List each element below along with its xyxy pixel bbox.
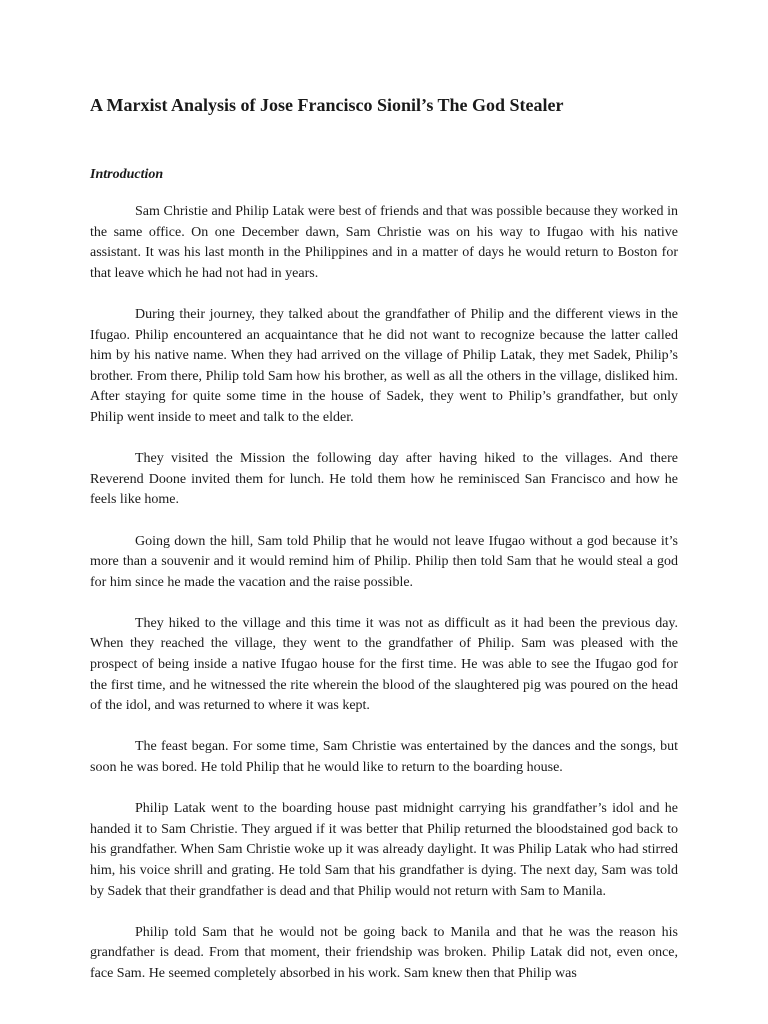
paragraph-2: During their journey, they talked about the grandfather of Philip and the different views in the Ifugao. Philip encountered an acquaintance that he did not want to recognize because the latter called him by his native name. When they had arrived on the village of Philip Latak, they met Sadek, Philip’s brother. From there, Philip told Sam how his brother, as well as all the others in the village, disliked him. After staying for quite some time in the house of Sadek, they went to Philip’s grandfather, but only Philip went inside to meet and talk to the elder.: [90, 306, 678, 425]
paragraph-3: They visited the Mission the following day after having hiked to the villages. And there Reverend Doone invited them for lunch. He told them how he reminisced San Francisco and how he feels like home.: [90, 451, 678, 508]
paragraph-8: Philip told Sam that he would not be going back to Manila and that he was the reason his grandfather is dead. From that moment, their friendship was broken. Philip Latak did not, even once, face Sam. He seemed completely absorbed in his work. Sam knew then that Philip was: [90, 924, 678, 981]
section-heading-introduction: Introduction: [90, 167, 164, 182]
paragraph-1: Sam Christie and Philip Latak were best of friends and that was possible because they worked in the same office. On one December dawn, Sam Christie was on his way to Ifugao with his native assistant. It was his last month in the Philippines and in a matter of days he would return to Boston for that leave which he had not had in years.: [90, 204, 678, 281]
document-title: A Marxist Analysis of Jose Francisco Sionil’s The God Stealer: [90, 95, 564, 115]
paragraph-6: The feast began. For some time, Sam Christie was entertained by the dances and the songs, but soon he was bored. He told Philip that he would like to return to the boarding house.: [90, 739, 678, 776]
paragraph-7: Philip Latak went to the boarding house past midnight carrying his grandfather’s idol and he handed it to Sam Christie. They argued if it was better that Philip returned the bloodstained god back to his grandfather. When Sam Christie woke up it was already daylight. It was Philip Latak who had stirred him, his voice shrill and grating. He told Sam that his grandfather is dying. The next day, Sam was told by Sadek that their grandfather is dead and that Philip would not return with Sam to Manila.: [90, 801, 678, 899]
paragraph-4: Going down the hill, Sam told Philip that he would not leave Ifugao without a god because it’s more than a souvenir and it would remind him of Philip. Philip then told Sam that he would steal a god for him since he made the vacation and the raise possible.: [90, 533, 678, 590]
paragraph-5: They hiked to the village and this time it was not as difficult as it had been the previous day. When they reached the village, they went to the grandfather of Philip. Sam was pleased with the prospect of being inside a native Ifugao house for the first time. He was able to see the Ifugao god for the first time, and he witnessed the rite wherein the blood of the slaughtered pig was poured on the head of the idol, and was returned to where it was kept.: [90, 615, 678, 714]
document-page: [90, 92, 678, 1005]
